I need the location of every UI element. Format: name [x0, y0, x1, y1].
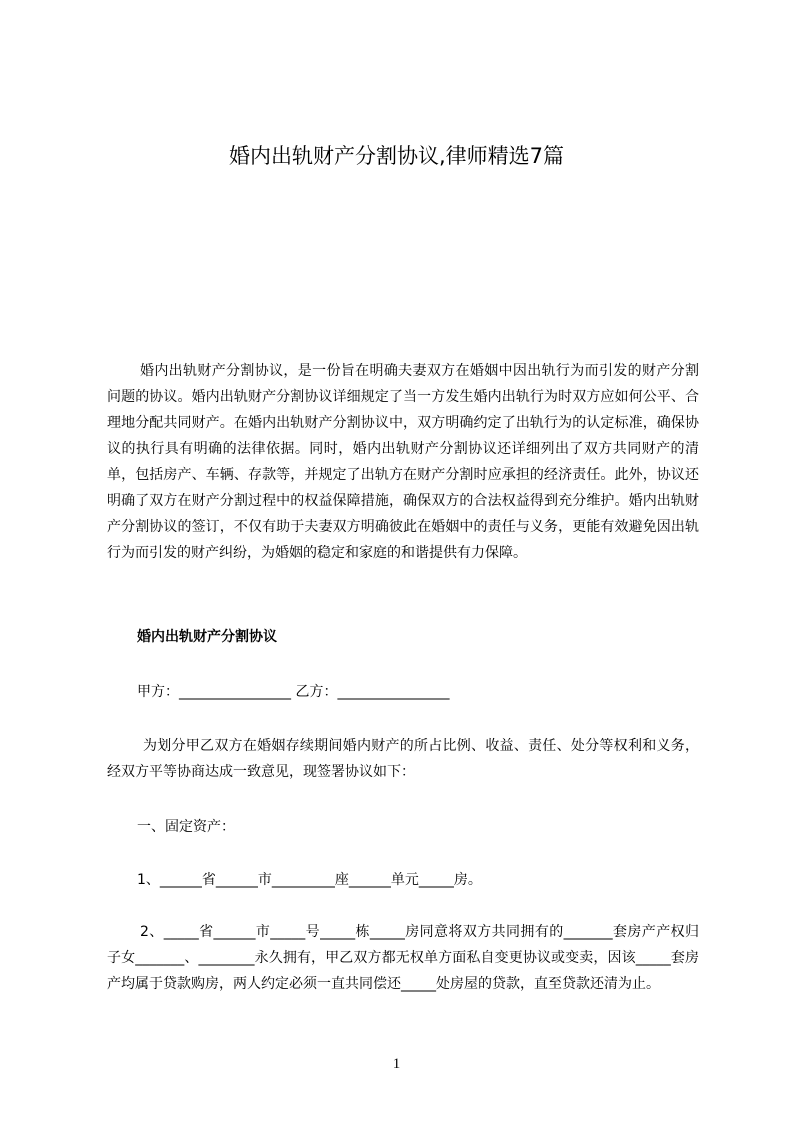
agreement-heading: 婚内出轨财产分割协议 [137, 629, 277, 645]
intro-paragraph: 婚内出轨财产分割协议，是一份旨在明确夫妻双方在婚姻中因出轨行为而引发的财产分割问题的协议。婚内出轨财产分割协议详细规定了当一方发生婚内出轨行为时双方应如何公平、合理地分配共同财产。在婚内出轨财产分割协议中，双方明确约定了出轨行为的认定标准，确保协议的执行具有明确的法律依据。同时，婚内出轨财产分割协议还详细列出了双方共同财产的清单，包括房产、车辆、存款等，并规定了出轨方在财产分割时应承担的经济责任。此外，协议还明确了双方在财产分割过程中的权益保障措施，确保双方的合法权益得到充分维护。婚内出轨财产分割协议的签订，不仅有助于夫妻双方明确彼此在婚姻中的责任与义务，更能有效避免因出轨行为而引发的财产纠纷，为婚姻的稳定和家庭的和谐提供有力保障。 [107, 363, 699, 561]
clause-1: 1、______省______市_________座______单元_____房。 [137, 872, 482, 888]
parties-line: 甲方：________________ 乙方：________________ [137, 684, 450, 700]
page-number: 1 [392, 1056, 401, 1072]
purpose-paragraph: 为划分甲乙双方在婚姻存续期间婚内财产的所占比例、收益、责任、处分等权利和义务，经双方平等协商达成一致意见，现签署协议如下： [107, 738, 699, 780]
section-fixed-assets: 一、固定资产： [137, 819, 235, 835]
clause-2: 2、_____省______市_____号_____栋_____房同意将双方共同拥有的_______套房产产权归子女_______、________永久拥有，甲乙双方都无权单方面私自变更协议或变卖，因该_____套房产均属于贷款购房，两人约定必须一直共同偿还_____处房屋的贷款，直至贷款还清为止。 [107, 924, 699, 992]
document-title: 婚内出轨财产分割协议,律师精选7篇 [228, 144, 565, 168]
